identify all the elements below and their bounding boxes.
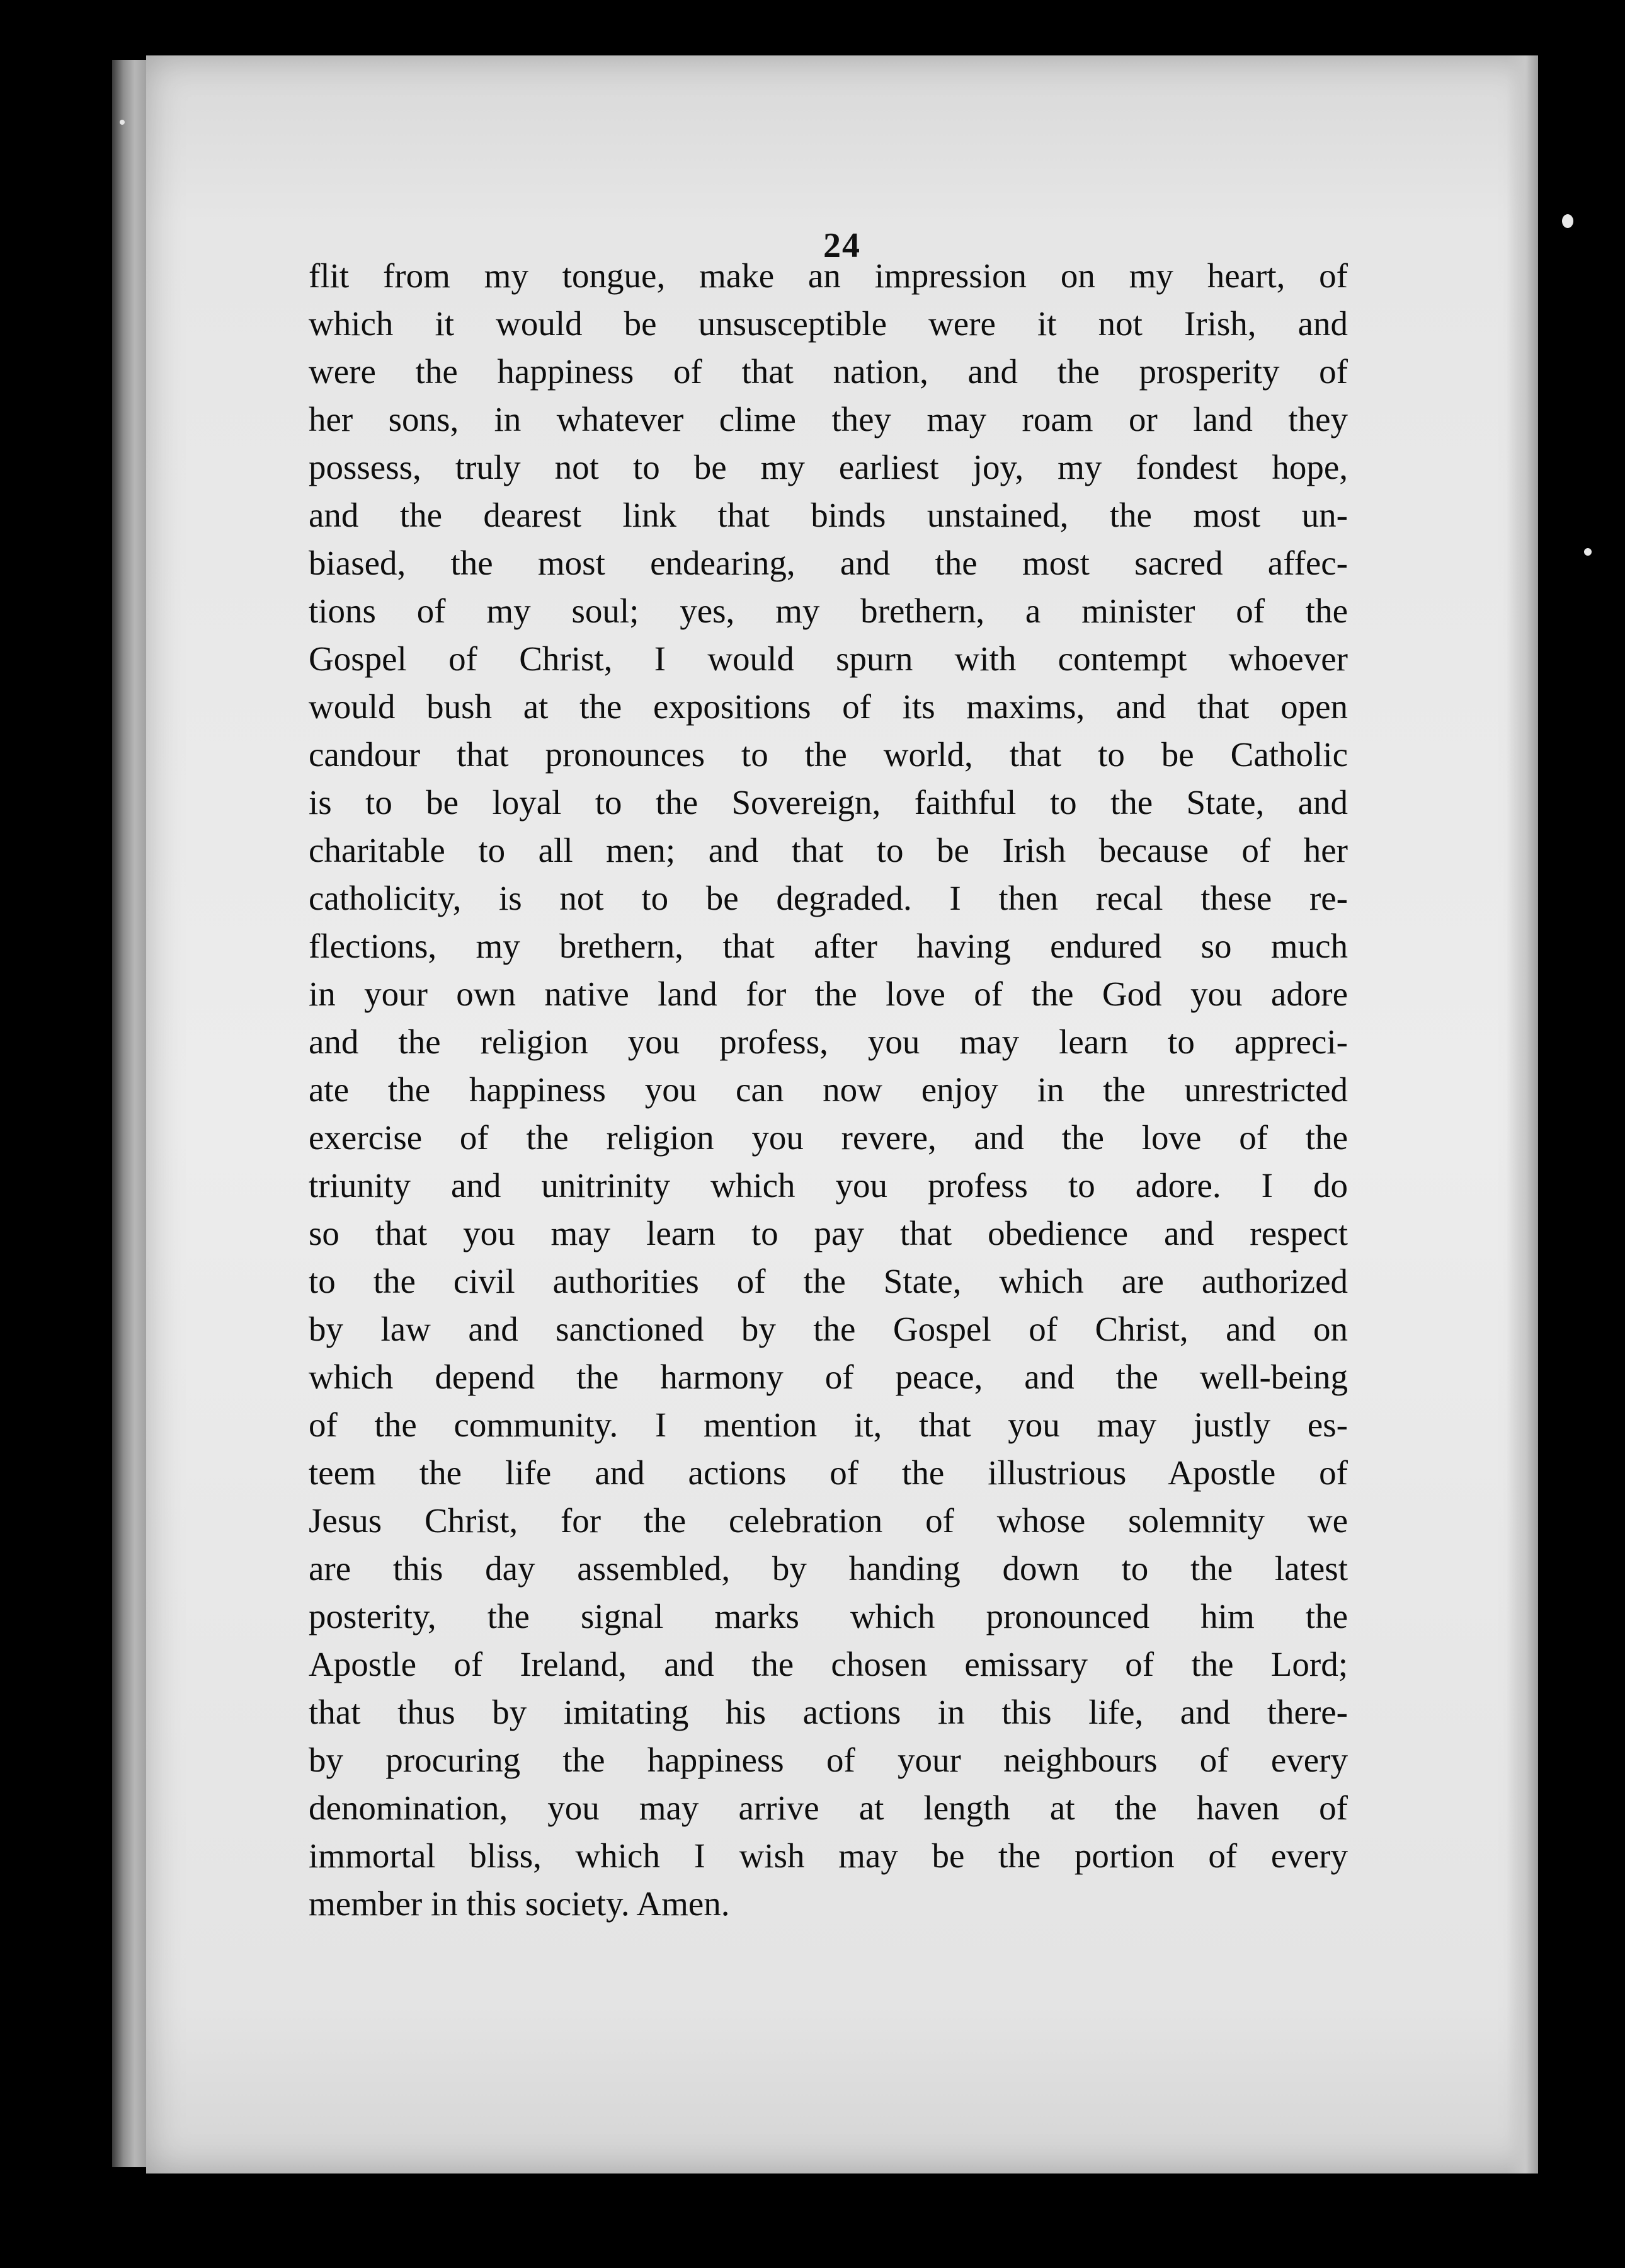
text-line: charitable to all men; and that to be Irish because of her	[309, 831, 1348, 869]
text-line: were the happiness of that nation, and the prosperity of	[309, 352, 1348, 391]
text-line: which it would be unsusceptible were it not Irish, and	[309, 304, 1348, 343]
text-line: by procuring the happiness of your neighbours of every	[309, 1741, 1348, 1779]
text-line: biased, the most endearing, and the most sacred affec-	[309, 544, 1348, 582]
text-line: which depend the harmony of peace, and the well-being	[309, 1358, 1348, 1396]
scan-speck	[1562, 214, 1573, 228]
body-text	[309, 252, 1348, 1928]
text-line: by law and sanctioned by the Gospel of Christ, and on	[309, 1310, 1348, 1348]
text-line: posterity, the signal marks which pronounced him the	[309, 1597, 1348, 1635]
page-edge	[1507, 55, 1538, 2174]
binding-strip	[112, 60, 150, 2167]
text-line: Jesus Christ, for the celebration of whose solemnity we	[309, 1501, 1348, 1540]
text-line: possess, truly not to be my earliest joy, my fondest hope,	[309, 448, 1348, 486]
text-line: that thus by imitating his actions in this life, and there-	[309, 1693, 1348, 1731]
text-line: tions of my soul; yes, my brethern, a minister of the	[309, 592, 1348, 630]
text-line: are this day assembled, by handing down to the latest	[309, 1549, 1348, 1588]
text-line: and the dearest link that binds unstained, the most un-	[309, 496, 1348, 534]
text-line: triunity and unitrinity which you profess to adore. I do	[309, 1166, 1348, 1205]
text-line: in your own native land for the love of the God you adore	[309, 975, 1348, 1013]
text-line: catholicity, is not to be degraded. I then recal these re-	[309, 879, 1348, 917]
text-line: so that you may learn to pay that obedience and respect	[309, 1214, 1348, 1252]
text-line: is to be loyal to the Sovereign, faithful to the State, and	[309, 783, 1348, 822]
text-line: immortal bliss, which I wish may be the portion of every	[309, 1836, 1348, 1875]
text-line: her sons, in whatever clime they may roam or land they	[309, 400, 1348, 438]
text-line: would bush at the expositions of its maxims, and that open	[309, 687, 1348, 726]
scan-speck	[1584, 548, 1592, 556]
text-line: and the religion you profess, you may learn to appreci-	[309, 1022, 1348, 1061]
text-line: Gospel of Christ, I would spurn with contempt whoever	[309, 639, 1348, 678]
text-line: teem the life and actions of the illustrious Apostle of	[309, 1453, 1348, 1492]
text-line: denomination, you may arrive at length at the haven of	[309, 1789, 1348, 1827]
text-line: Apostle of Ireland, and the chosen emissary of the Lord;	[309, 1645, 1348, 1683]
text-line: flit from my tongue, make an impression on my heart, of	[309, 256, 1348, 295]
text-line: ate the happiness you can now enjoy in the unrestricted	[309, 1070, 1348, 1109]
text-line: to the civil authorities of the State, which are authorized	[309, 1262, 1348, 1300]
text-line: candour that pronounces to the world, that to be Catholic	[309, 735, 1348, 774]
scan-speck	[120, 120, 125, 125]
text-line: exercise of the religion you revere, and the love of the	[309, 1118, 1348, 1157]
text-line: of the community. I mention it, that you may justly es-	[309, 1406, 1348, 1444]
text-line-last: member in this society. Amen.	[309, 1884, 730, 1923]
page-number: 24	[823, 226, 861, 265]
text-line: flections, my brethern, that after having endured so much	[309, 927, 1348, 965]
